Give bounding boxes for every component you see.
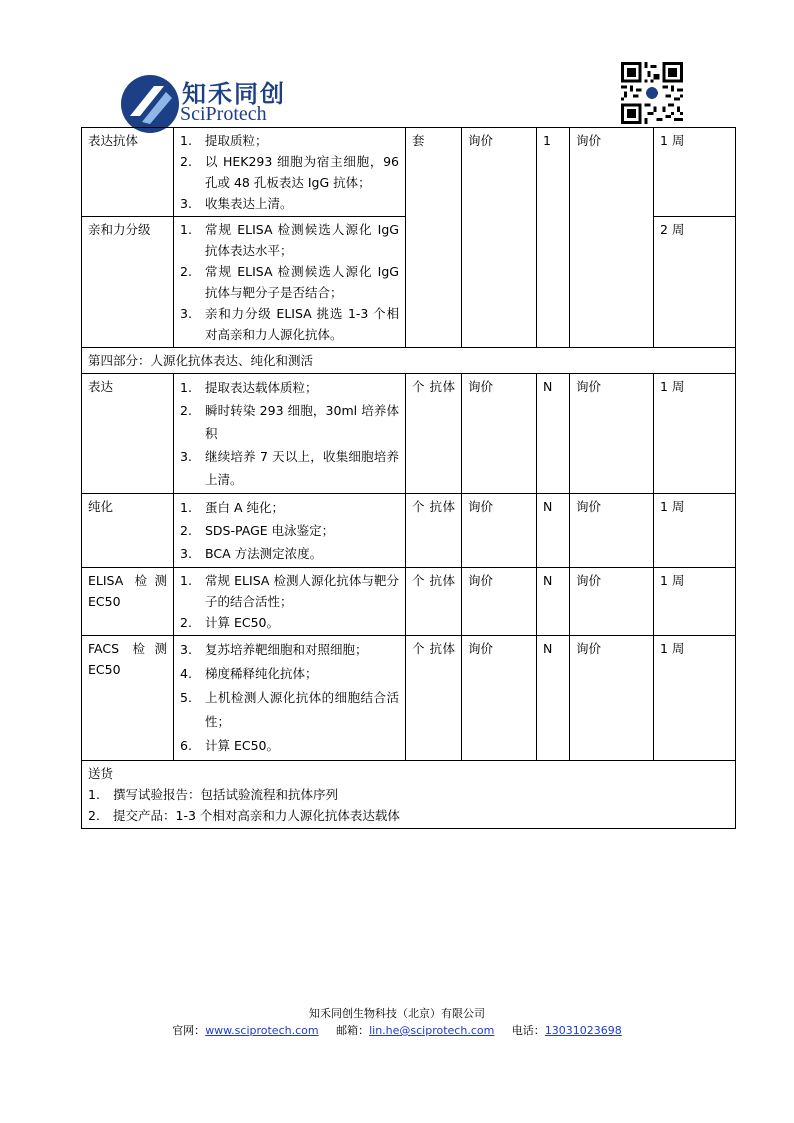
row-name: ELISA 检测 EC50	[82, 568, 174, 636]
step-item: 1. 蛋白 A 纯化；	[180, 500, 284, 515]
step-item: 3. 继续培养 7 天以上，收集细胞培养上清。	[180, 449, 399, 487]
quantity-cell: N	[537, 374, 570, 494]
row-name: 表达抗体	[82, 128, 174, 217]
unit-cell: 个 抗体	[406, 494, 462, 568]
step-item: 1. 常规 ELISA 检测候选人源化 IgG 抗体表达水平；	[180, 222, 399, 258]
total-cell: 询价	[570, 374, 654, 494]
step-list-cell	[174, 568, 406, 636]
step-list-cell	[174, 374, 406, 494]
quantity-cell: N	[537, 568, 570, 636]
step-item: 2. 常规 ELISA 检测候选人源化 IgG 抗体与靶分子是否结合；	[180, 264, 399, 300]
time-cell: 1 周	[654, 494, 736, 568]
table-row-facs	[82, 636, 736, 761]
brand-chinese-name: 知禾同创	[182, 80, 286, 108]
delivery-item: 2. 提交产品：1-3 个相对高亲和力人源化抗体表达载体	[88, 808, 400, 823]
table-row-delivery	[82, 761, 736, 829]
delivery-title: 送货	[88, 766, 114, 781]
footer-company: 知禾同创生物科技（北京）有限公司	[309, 1007, 485, 1020]
time-cell: 1 周	[654, 128, 736, 217]
row-name: 纯化	[82, 494, 174, 568]
step-item: 2. SDS-PAGE 电泳鉴定；	[180, 523, 335, 538]
unit-cell: 个 抗体	[406, 636, 462, 761]
price-cell: 询价	[462, 636, 537, 761]
step-list-cell	[174, 128, 406, 217]
phone-link[interactable]: 13031023698	[544, 1024, 622, 1037]
row-name: FACS 检测 EC50	[82, 636, 174, 761]
quantity-cell: N	[537, 494, 570, 568]
time-cell: 1 周	[654, 568, 736, 636]
total-cell: 询价	[570, 568, 654, 636]
quotation-table	[81, 127, 736, 829]
step-item: 1. 提取质粒；	[180, 133, 268, 148]
quantity-cell: N	[537, 636, 570, 761]
step-item: 3. 收集表达上清。	[180, 196, 293, 211]
brand-english-name: SciProtech	[180, 103, 267, 125]
step-item: 2. 以 HEK293 细胞为宿主细胞，96 孔或 48 孔板表达 IgG 抗体；	[180, 154, 399, 190]
table-row-purification	[82, 494, 736, 568]
step-item: 1. 提取表达载体质粒；	[180, 380, 318, 395]
step-item: 5. 上机检测人源化抗体的细胞结合活性；	[180, 690, 399, 729]
step-list-cell	[174, 494, 406, 568]
step-item: 3. 亲和力分级 ELISA 挑选 1-3 个相对高亲和力人源化抗体。	[180, 306, 399, 342]
email-label: 邮箱：	[336, 1024, 370, 1037]
step-item: 2. 瞬时转染 293 细胞，30ml 培养体积	[180, 403, 399, 441]
step-item: 4. 梯度稀释纯化抗体；	[180, 666, 318, 681]
qr-code-icon	[621, 62, 683, 124]
unit-cell: 个 抗体	[406, 374, 462, 494]
step-list-cell	[174, 636, 406, 761]
sciprotech-logo-icon	[120, 74, 180, 134]
email-link[interactable]: lin.he@sciprotech.com	[369, 1024, 495, 1037]
table-row-express-antibody	[82, 128, 736, 217]
unit-cell: 个 抗体	[406, 568, 462, 636]
price-cell: 询价	[462, 128, 537, 348]
step-item: 2. 计算 EC50。	[180, 615, 280, 630]
phone-label: 电话：	[511, 1024, 545, 1037]
total-cell: 询价	[570, 494, 654, 568]
time-cell: 1 周	[654, 374, 736, 494]
delivery-cell	[82, 761, 736, 829]
time-cell: 2 周	[654, 217, 736, 348]
price-cell: 询价	[462, 374, 537, 494]
price-cell: 询价	[462, 568, 537, 636]
quantity-cell: 1	[537, 128, 570, 348]
section-title: 第四部分：人源化抗体表达、纯化和测活	[82, 348, 736, 374]
total-cell: 询价	[570, 636, 654, 761]
table-row-expression	[82, 374, 736, 494]
time-cell: 1 周	[654, 636, 736, 761]
section-title-row	[82, 348, 736, 374]
table-row-elisa	[82, 568, 736, 636]
footer-contact	[0, 1022, 794, 1038]
step-item: 1. 常规 ELISA 检测人源化抗体与靶分子的结合活性；	[180, 573, 399, 609]
step-item: 3. BCA 方法测定浓度。	[180, 546, 323, 561]
delivery-item: 1. 撰写试验报告：包括试验流程和抗体序列	[88, 787, 339, 802]
step-list-cell	[174, 217, 406, 348]
price-cell: 询价	[462, 494, 537, 568]
site-label: 官网：	[172, 1024, 206, 1037]
step-item: 6. 计算 EC50。	[180, 738, 280, 753]
website-link[interactable]: www.sciprotech.com	[205, 1024, 319, 1037]
row-name: 亲和力分级	[82, 217, 174, 348]
unit-cell: 套	[406, 128, 462, 348]
total-cell: 询价	[570, 128, 654, 348]
step-item: 3. 复苏培养靶细胞和对照细胞；	[180, 642, 368, 657]
row-name: 表达	[82, 374, 174, 494]
